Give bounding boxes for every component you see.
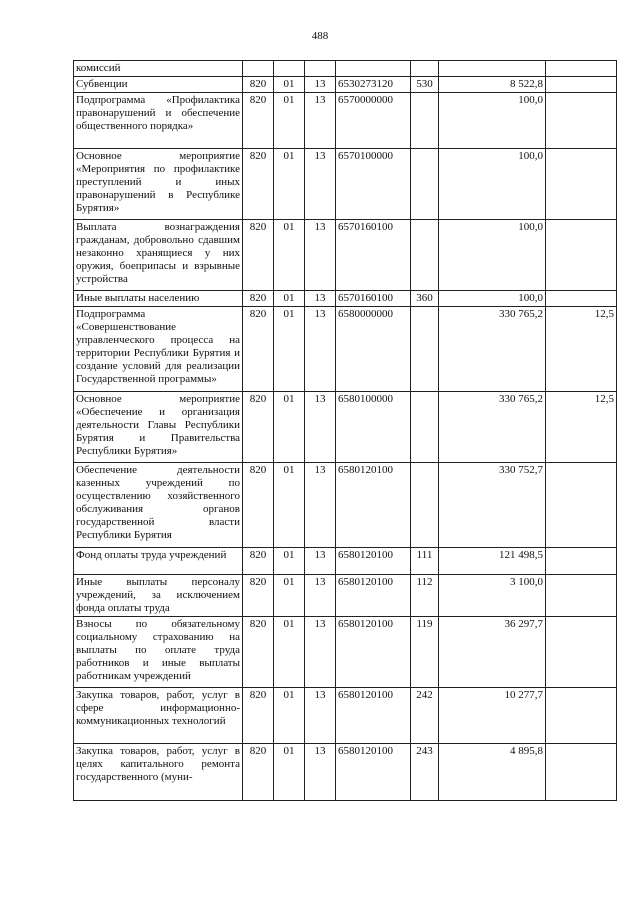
ministry-code-cell: 820 (243, 77, 274, 93)
expense-type-code-cell (411, 149, 439, 220)
section-code-cell: 01 (274, 291, 305, 307)
page-number: 488 (311, 30, 329, 42)
section-code-cell: 01 (274, 93, 305, 149)
subsection-code-cell: 13 (305, 220, 336, 291)
table-row (74, 220, 617, 291)
expense-type-code-cell (411, 93, 439, 149)
section-code-cell: 01 (274, 617, 305, 688)
amount-cell (439, 61, 546, 77)
table-row (74, 617, 617, 688)
ministry-code-cell: 820 (243, 575, 274, 617)
item-name-cell: Фонд оплаты труда учреждений (74, 548, 243, 575)
table-row (74, 307, 617, 392)
budget-table-body (74, 61, 617, 801)
section-code-cell: 01 (274, 688, 305, 744)
additional-amount-cell (546, 575, 617, 617)
expense-type-code-cell (411, 61, 439, 77)
amount-cell: 121 498,5 (439, 548, 546, 575)
expense-type-code-cell: 111 (411, 548, 439, 575)
additional-amount-cell (546, 77, 617, 93)
additional-amount-cell (546, 291, 617, 307)
target-article-code-cell: 6570160100 (336, 220, 411, 291)
additional-amount-cell (546, 93, 617, 149)
expense-type-code-cell: 243 (411, 744, 439, 801)
ministry-code-cell: 820 (243, 93, 274, 149)
item-name-cell: Подпрограмма «Профилактика правонарушений и обеспечение общественного порядка» (74, 93, 243, 149)
target-article-code-cell: 6580000000 (336, 307, 411, 392)
ministry-code-cell: 820 (243, 744, 274, 801)
subsection-code-cell: 13 (305, 291, 336, 307)
subsection-code-cell: 13 (305, 575, 336, 617)
table-row (74, 463, 617, 548)
additional-amount-cell (546, 617, 617, 688)
target-article-code-cell: 6580120100 (336, 463, 411, 548)
subsection-code-cell (305, 61, 336, 77)
ministry-code-cell (243, 61, 274, 77)
amount-cell: 3 100,0 (439, 575, 546, 617)
subsection-code-cell: 13 (305, 307, 336, 392)
amount-cell: 10 277,7 (439, 688, 546, 744)
additional-amount-cell: 12,5 (546, 392, 617, 463)
table-row (74, 688, 617, 744)
subsection-code-cell: 13 (305, 77, 336, 93)
item-name-cell: комиссий (74, 61, 243, 77)
amount-cell: 8 522,8 (439, 77, 546, 93)
expense-type-code-cell: 242 (411, 688, 439, 744)
amount-cell: 330 765,2 (439, 307, 546, 392)
target-article-code-cell: 6580120100 (336, 548, 411, 575)
additional-amount-cell (546, 61, 617, 77)
ministry-code-cell: 820 (243, 392, 274, 463)
section-code-cell: 01 (274, 463, 305, 548)
additional-amount-cell (546, 149, 617, 220)
amount-cell: 36 297,7 (439, 617, 546, 688)
table-row (74, 77, 617, 93)
additional-amount-cell (546, 548, 617, 575)
ministry-code-cell: 820 (243, 548, 274, 575)
ministry-code-cell: 820 (243, 688, 274, 744)
target-article-code-cell: 6570160100 (336, 291, 411, 307)
target-article-code-cell: 6530273120 (336, 77, 411, 93)
table-row (74, 61, 617, 77)
target-article-code-cell: 6580120100 (336, 617, 411, 688)
target-article-code-cell: 6580120100 (336, 744, 411, 801)
item-name-cell: Взносы по обязательному социальному страхованию на выплаты по оплате труда работников и иные выплаты работникам учреждений (74, 617, 243, 688)
subsection-code-cell: 13 (305, 688, 336, 744)
expense-type-code-cell: 530 (411, 77, 439, 93)
amount-cell: 100,0 (439, 149, 546, 220)
item-name-cell: Выплата вознаграждения гражданам, добровольно сдавшим незаконно хранящиеся у них оружия, боеприпасы и взрывные устройства (74, 220, 243, 291)
ministry-code-cell: 820 (243, 149, 274, 220)
expense-type-code-cell (411, 307, 439, 392)
amount-cell: 4 895,8 (439, 744, 546, 801)
item-name-cell: Иные выплаты населению (74, 291, 243, 307)
expense-type-code-cell (411, 463, 439, 548)
target-article-code-cell: 6570000000 (336, 93, 411, 149)
item-name-cell: Закупка товаров, работ, услуг в целях капитального ремонта государственного (муни- (74, 744, 243, 801)
subsection-code-cell: 13 (305, 93, 336, 149)
budget-table (73, 60, 617, 801)
section-code-cell: 01 (274, 392, 305, 463)
additional-amount-cell: 12,5 (546, 307, 617, 392)
ministry-code-cell: 820 (243, 463, 274, 548)
amount-cell: 100,0 (439, 93, 546, 149)
target-article-code-cell: 6580120100 (336, 575, 411, 617)
item-name-cell: Иные выплаты персоналу учреждений, за исключением фонда оплаты труда (74, 575, 243, 617)
section-code-cell: 01 (274, 77, 305, 93)
additional-amount-cell (546, 744, 617, 801)
amount-cell: 100,0 (439, 220, 546, 291)
item-name-cell: Подпрограмма «Совершенствование управленческого процесса на территории Республики Бурятия и создание условий для реализации Государственной программы» (74, 307, 243, 392)
ministry-code-cell: 820 (243, 291, 274, 307)
target-article-code-cell: 6580100000 (336, 392, 411, 463)
table-row (74, 548, 617, 575)
section-code-cell: 01 (274, 220, 305, 291)
table-row (74, 392, 617, 463)
target-article-code-cell: 6580120100 (336, 688, 411, 744)
item-name-cell: Основное мероприятие «Мероприятия по профилактике преступлений и иных правонарушений в Республике Бурятия» (74, 149, 243, 220)
section-code-cell: 01 (274, 548, 305, 575)
expense-type-code-cell (411, 220, 439, 291)
amount-cell: 330 765,2 (439, 392, 546, 463)
target-article-code-cell: 6570100000 (336, 149, 411, 220)
additional-amount-cell (546, 463, 617, 548)
table-row (74, 149, 617, 220)
expense-type-code-cell: 112 (411, 575, 439, 617)
additional-amount-cell (546, 220, 617, 291)
item-name-cell: Основное мероприятие «Обеспечение и организация деятельности Главы Республики Бурятия и Правительства Республики Бурятия» (74, 392, 243, 463)
target-article-code-cell (336, 61, 411, 77)
section-code-cell: 01 (274, 744, 305, 801)
expense-type-code-cell: 119 (411, 617, 439, 688)
amount-cell: 100,0 (439, 291, 546, 307)
section-code-cell (274, 61, 305, 77)
item-name-cell: Обеспечение деятельности казенных учреждений по осуществлению хозяйственного обслуживания органов государственной власти Республики Бурятия (74, 463, 243, 548)
subsection-code-cell: 13 (305, 617, 336, 688)
subsection-code-cell: 13 (305, 149, 336, 220)
expense-type-code-cell: 360 (411, 291, 439, 307)
ministry-code-cell: 820 (243, 220, 274, 291)
table-row (74, 93, 617, 149)
expense-type-code-cell (411, 392, 439, 463)
ministry-code-cell: 820 (243, 617, 274, 688)
table-row (74, 744, 617, 801)
subsection-code-cell: 13 (305, 744, 336, 801)
amount-cell: 330 752,7 (439, 463, 546, 548)
table-row (74, 291, 617, 307)
section-code-cell: 01 (274, 307, 305, 392)
table-row (74, 575, 617, 617)
additional-amount-cell (546, 688, 617, 744)
subsection-code-cell: 13 (305, 463, 336, 548)
ministry-code-cell: 820 (243, 307, 274, 392)
section-code-cell: 01 (274, 149, 305, 220)
section-code-cell: 01 (274, 575, 305, 617)
subsection-code-cell: 13 (305, 392, 336, 463)
item-name-cell: Субвенции (74, 77, 243, 93)
subsection-code-cell: 13 (305, 548, 336, 575)
item-name-cell: Закупка товаров, работ, услуг в сфере информационно-коммуникационных технологий (74, 688, 243, 744)
